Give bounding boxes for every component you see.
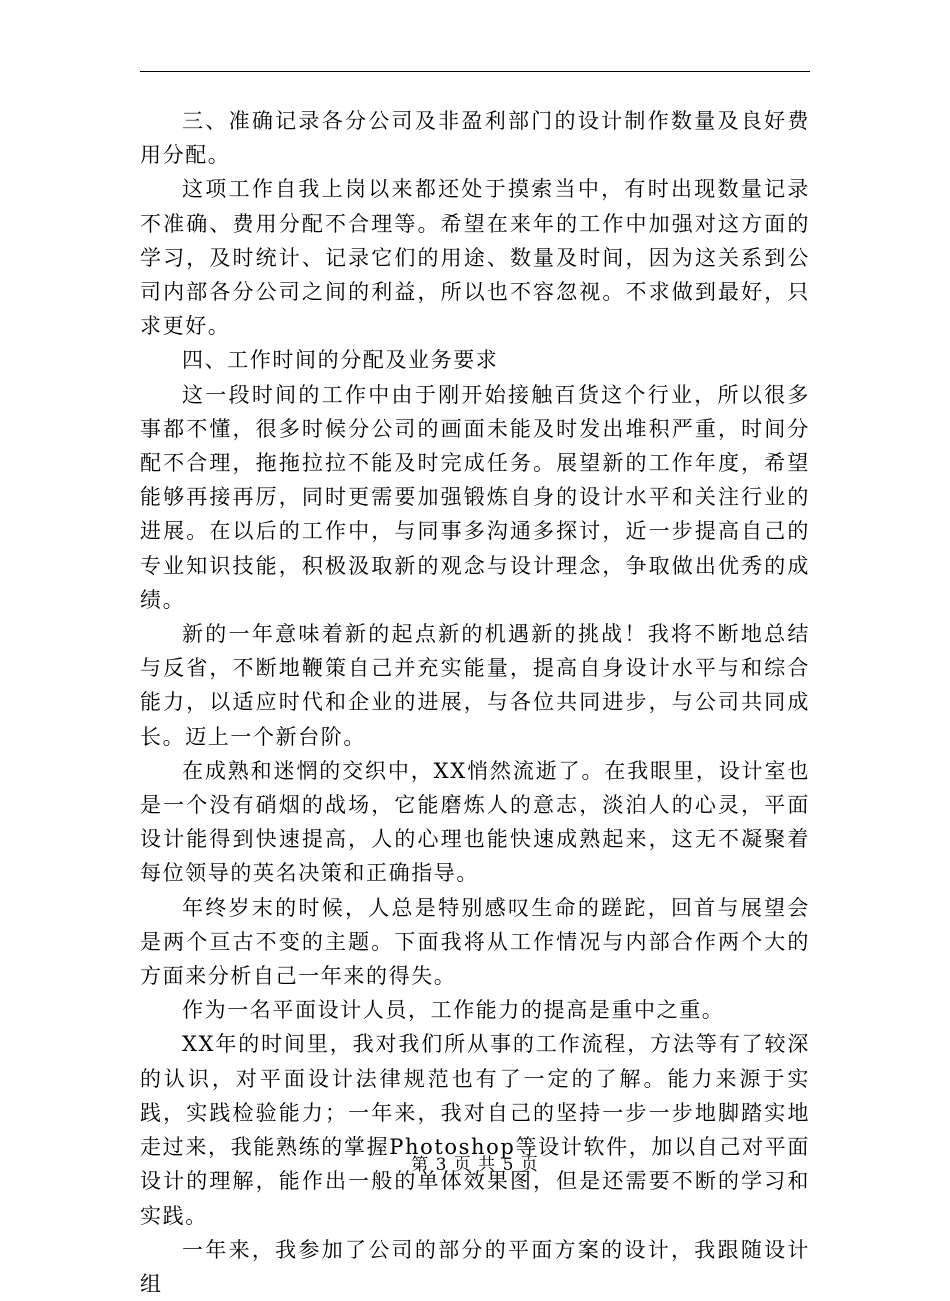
paragraph: 在成熟和迷惘的交织中，XX悄然流逝了。在我眼里，设计室也是一个没有硝烟的战场，它能磨炼人的意志，淡泊人的心灵，平面设计能得到快速提高，人的心理也能快速成熟起来，这无不凝聚着每位领导的英名决策和正确指导。 <box>140 758 810 886</box>
header-rule <box>140 71 810 72</box>
paragraph: 这项工作自我上岗以来都还处于摸索当中，有时出现数量记录不准确、费用分配不合理等。希望在来年的工作中加强对这方面的学习，及时统计、记录它们的用途、数量及时间，因为这关系到公司内部各分公司之间的利益，所以也不容忽视。不求做到最好，只求更好。 <box>140 177 810 339</box>
body-text <box>140 104 810 1301</box>
paragraph: XX年的时间里，我对我们所从事的工作流程，方法等有了较深的认识，对平面设计法律规范也有了一定的了解。能力来源于实践，实践检验能力；一年来，我对自己的坚持一步一步地脚踏实地走过来，我能熟练的掌握Photoshop等设计软件，加以自己对平面设计的理解，能作出一般的单体效果图，但是还需要不断的学习和实践。 <box>140 1032 810 1228</box>
paragraph: 作为一名平面设计人员，工作能力的提高是重中之重。 <box>182 998 725 1023</box>
paragraph: 一年来，我参加了公司的部分的平面方案的设计，我跟随设计组 <box>140 1237 810 1296</box>
paragraph: 这一段时间的工作中由于刚开始接触百货这个行业，所以很多事都不懂，很多时候分公司的画面未能及时发出堆积严重，时间分配不合理，拖拖拉拉不能及时完成任务。展望新的工作年度，希望能够再接再厉，同时更需要加强锻炼自身的设计水平和关注行业的进展。在以后的工作中，与同事多沟通多探讨，近一步提高自己的专业知识技能，积极汲取新的观念与设计理念，争取做出优秀的成绩。 <box>140 382 810 612</box>
paragraph: 年终岁末的时候，人总是特别感叹生命的蹉跎，回首与展望会是两个亘古不变的主题。下面我将从工作情况与内部合作两个大的方面来分析自己一年来的得失。 <box>140 895 810 989</box>
section-heading: 四、工作时间的分配及业务要求 <box>182 348 499 373</box>
page-number-footer: 第 3 页 共 5 页 <box>411 1155 539 1175</box>
paragraph: 三、准确记录各分公司及非盈利部门的设计制作数量及良好费用分配。 <box>140 109 810 168</box>
paragraph: 新的一年意味着新的起点新的机遇新的挑战！我将不断地总结与反省，不断地鞭策自己并充实能量，提高自身设计水平与和综合能力，以适应时代和企业的进展，与各位共同进步，与公司共同成长。迈上一个新台阶。 <box>140 622 810 749</box>
